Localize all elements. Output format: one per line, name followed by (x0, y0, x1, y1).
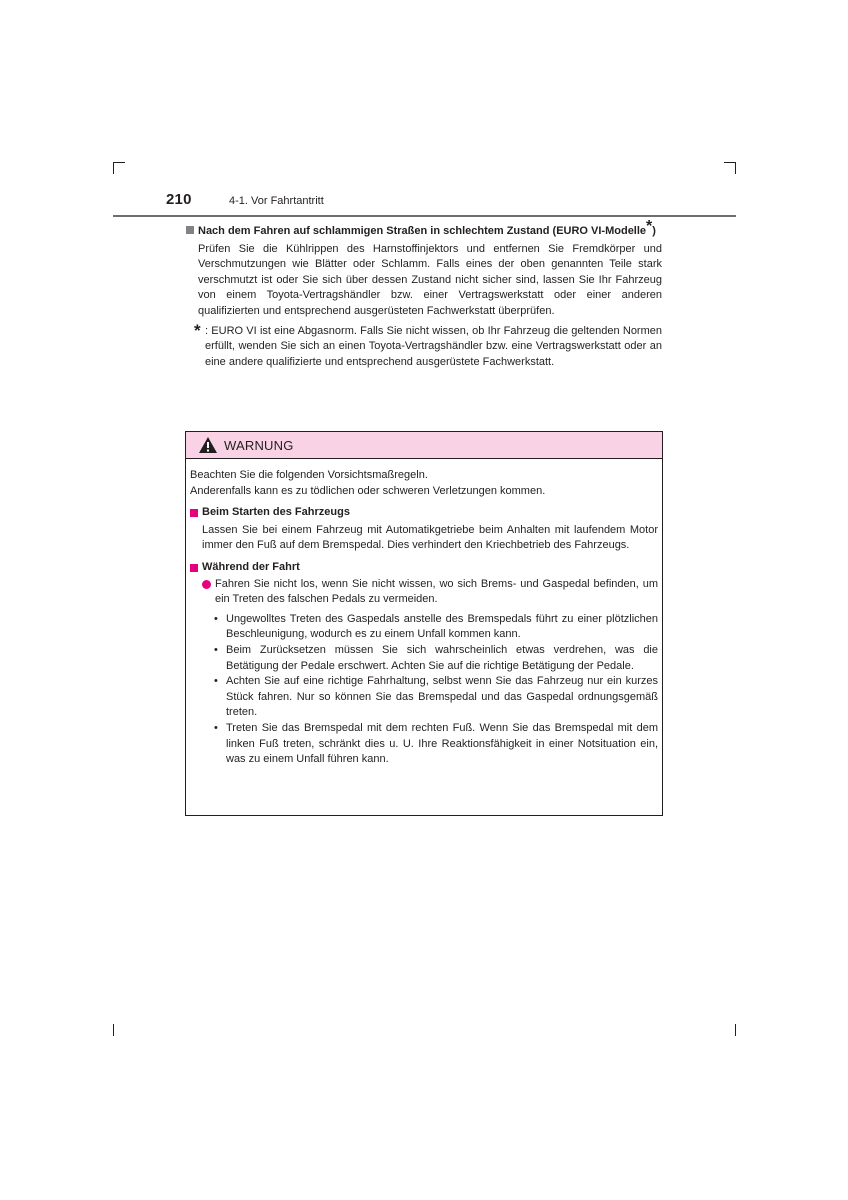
list-item: • Beim Zurücksetzen müssen Sie sich wahrscheinlich etwas verdrehen, was die Betätigung der Pedale erschwert. Achten Sie auf die richtige Betätigung der Pedale. (214, 643, 658, 674)
warning-bullet: Fahren Sie nicht los, wenn Sie nicht wissen, wo sich Brems- und Gaspedal befinden, um ein Treten des falschen Pedals zu vermeiden. (202, 577, 658, 608)
crop-mark (113, 162, 114, 174)
footnote (194, 320, 662, 371)
warning-title: WARNUNG (224, 437, 294, 453)
intro-section (186, 218, 662, 370)
header-rule (113, 215, 736, 217)
warning-box (185, 431, 663, 816)
crop-mark (113, 162, 125, 163)
warning-header (186, 432, 662, 459)
footnote-star: * (194, 320, 201, 340)
bullet-icon: • (214, 612, 218, 625)
pink-circle-icon (202, 580, 211, 589)
gray-square-icon (186, 226, 194, 234)
bullet-icon: • (214, 643, 218, 656)
bullet-icon: • (214, 721, 218, 734)
warning-line: Beachten Sie die folgenden Vorsichtsmaßregeln. (190, 469, 428, 481)
warning-sub-list (214, 612, 658, 768)
warning-paragraph: Lassen Sie bei einem Fahrzeug mit Automatikgetriebe beim Anhalten mit laufendem Motor immer den Fuß auf dem Bremspedal. Dies verhindert den Kriechbetrieb des Fahrzeugs. (202, 523, 658, 552)
warning-subheading: Beim Starten des Fahrzeugs (190, 505, 658, 521)
crop-mark (735, 162, 736, 174)
warning-line: Anderenfalls kann es zu tödlichen oder schweren Verletzungen kommen. (190, 484, 546, 497)
section-title: 4-1. Vor Fahrtantritt (229, 195, 324, 207)
warning-subheading: Während der Fahrt (190, 560, 658, 576)
pink-square-icon (190, 564, 198, 572)
crop-mark (113, 1024, 114, 1036)
warning-body (186, 459, 662, 768)
page-number: 210 (166, 191, 192, 208)
intro-heading: Nach dem Fahren auf schlammigen Straßen in schlechtem Zustand (EURO VI-Modelle*) (186, 224, 662, 240)
list-item: • Ungewolltes Treten des Gaspedals anstelle des Bremspedals führt zu einer plötzlichen Beschleunigung, wodurch es zu einem Unfall kommen kann. (214, 612, 658, 643)
list-item: • Treten Sie das Bremspedal mit dem rechten Fuß. Wenn Sie das Bremspedal mit dem linken Fuß treten, schränkt dies u. U. Ihre Reaktionsfähigkeit in einer Notsituation ein, was zu einem Unfall führen kann. (214, 721, 658, 768)
bullet-icon: • (214, 675, 218, 688)
pink-square-icon (190, 509, 198, 517)
crop-mark (724, 162, 736, 163)
warning-triangle-icon (198, 436, 218, 454)
footnote-text: : EURO VI ist eine Abgasnorm. Falls Sie nicht wissen, ob Ihr Fahrzeug die geltenden Normen erfüllt, wenden Sie sich an einen Toyota-Vertragshändler bzw. eine Vertragswerkstatt oder an eine andere qualifizierte und entsprechend ausgerüstete Fachwerkstatt. (205, 324, 662, 368)
list-item: • Achten Sie auf eine richtige Fahrhaltung, selbst wenn Sie das Fahrzeug nur ein kurzes Stück fahren. Nur so können Sie das Bremspedal und das Gaspedal ordnungsgemäß treten. (214, 674, 658, 721)
footnote-star: * (646, 218, 653, 235)
intro-paragraph: Prüfen Sie die Kühlrippen des Harnstoffinjektors und entfernen Sie Fremdkörper und Verschmutzungen wie Blätter oder Schlamm. Falls eines der oben genannten Teile stark verschmutzt ist oder Sie sich über dessen Zustand nicht sicher sind, lassen Sie Ihr Fahrzeug von einem Toyota-Vertragshändler bzw. einer Vertragswerkstatt oder einer anderen qualifizierten und entsprechend ausgerüsteten Fachwerkstatt überprüfen. (198, 242, 662, 317)
crop-mark (735, 1024, 736, 1036)
